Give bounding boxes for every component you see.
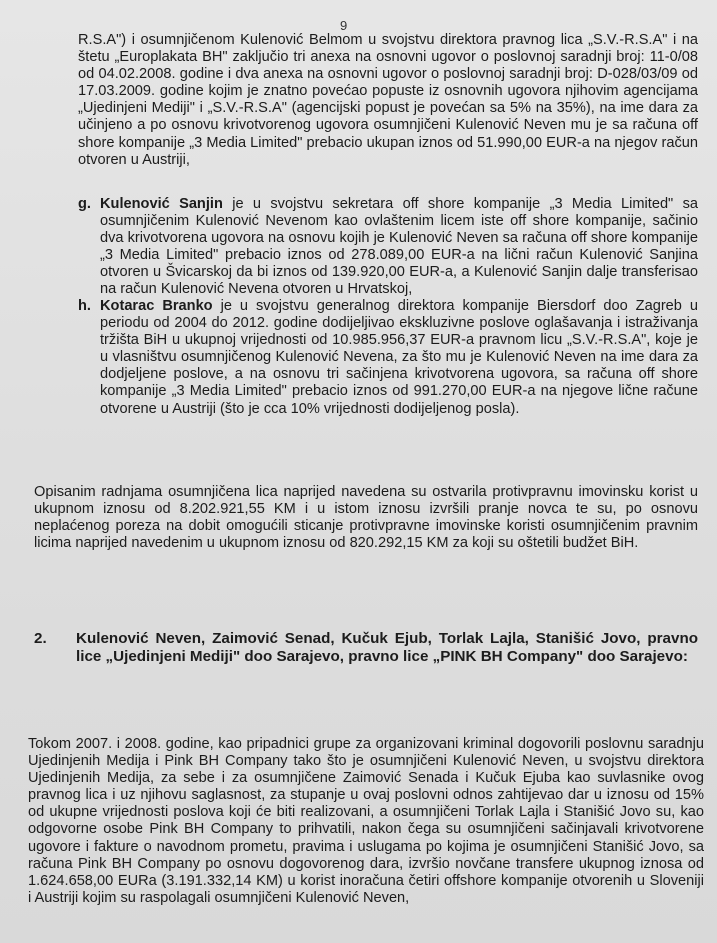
item-f-continuation	[78, 32, 698, 169]
item-g-name: Kulenović Sanjin	[100, 196, 223, 212]
section-2-heading-text: Kulenović Neven, Zaimović Senad, Kučuk Ejub, Torlak Lajla, Stanišić Jovo, pravno lice „Ujedinjeni Mediji" doo Sarajevo, pravno lice „PINK BH Company" doo Sarajevo:	[76, 630, 698, 665]
item-f-text: R.S.A") i osumnjičenom Kulenović Belmom u svojstvu direktora pravnog lica „S.V.-R.S.A" i na štetu „Europlakata BH" zaključio tri anexa na osnovni ugovor o poslovnoj saradnji broj: 11-0/08 od 04.02.2008. godine i dva anexa na osnovni ugovor o poslovnoj saradnji broj: D-028/03/09 od 17.03.2009. godine kojim je znatno povećao popuste iz osnovnih ugovora njihovim agencijama „Ujedinjeni Mediji" i „S.V.-R.S.A" (agencijski popust je povećan sa 5% na 35%), na ime dara za učinjeno a po osnovu krivotvorenog ugovora osumnjičeni Kulenović Neven mu je sa računa off shore kompanije „3 Media Limited" prebacio ukupan iznos od 51.990,00 EUR-a na njegov račun otvoren u Austriji,	[78, 32, 698, 168]
item-h-name: Kotarac Branko	[100, 298, 213, 314]
section-2-number: 2.	[34, 630, 47, 647]
section-2-text: Tokom 2007. i 2008. godine, kao pripadnici grupe za organizovani kriminal dogovorili poslovnu saradnju Ujedinjenih Medija i Pink BH Company tako što je osumnjičeni Kulenović Neven, u svojstvu direktora Ujedinjenih Medija, za sebe i za osumnjičene Zaimović Senada i Kučuk Ejuba kao suvlasnike ovog pravnog lica i uz njihovu saglasnost, za stupanje u ovaj poslovni odnos zahtijevao dar u iznosu od 15% od ukupne vrijednosti poslova koji će biti realizovani, a osumnjičeni Torlak Lajla i Stanišić Jovo su, kao odgovorne osobe Pink BH Company to prihvatili, nakon čega su osumnjičeni sačinjavali krivotvorene ugovore i fakture o navodnom prometu, pravima i uslugama po kojima je osumnjičeni Stanišić Jovo, sa računa Pink BH Company po osnovu dogovorenog dara, izvršio novčane transfere ukupnog iznosa od 1.624.658,00 EURa (3.191.332,14 KM) u korist inoračuna četiri offshore kompanije otvorenih u Sloveniji i Austriji kojim su raspolagali osumnjičeni Kulenović Neven,	[28, 736, 704, 906]
item-h-label: h.	[78, 298, 91, 314]
section-2-paragraph	[28, 736, 704, 907]
section-2-heading	[34, 630, 698, 666]
item-g	[78, 196, 698, 299]
summary-paragraph	[34, 484, 698, 552]
summary-text: Opisanim radnjama osumnjičena lica naprijed navedena su ostvarila protivpravnu imovinsku korist u ukupnom iznosu od 8.202.921,55 KM i u istom iznosu izvršili pranje novca te su, po osnovu neplaćenog poreza na dobit omogućili sticanje protivpravne imovinske koristi osumnjičenim pravnim licima naprijed navedenim u ukupnom iznosu od 820.292,15 KM za koji su oštetili budžet BiH.	[34, 484, 698, 552]
page-number: 9	[340, 18, 348, 33]
item-h-text: je u svojstvu generalnog direktora kompanije Biersdorf doo Zagreb u periodu od 2004 do 2012. godine dodijeljivao ekskluzivne poslove oglašavanja i istraživanja tržišta BiH u ukupnoj vrijednosti od 10.985.956,37 EUR-a pravnom licu „S.V.-R.S.A", koje je u vlasništvu osumnjičenog Kulenović Nevena, za što mu je Kulenović Neven na ime dara za dodjeljene poslove, a na osnovu tri sačinjena krivotvorena ugovora, sa računa off shore kompanije „3 Media Limited" prebacio iznos od 991.270,00 EUR-a na njegove lične račune otvorene u Austriji (što je cca 10% vrijednosti dodijeljenog posla).	[100, 298, 698, 417]
item-h	[78, 298, 698, 418]
item-g-label: g.	[78, 196, 91, 212]
item-g-text: je u svojstvu sekretara off shore kompanije „3 Media Limited" sa osumnjičenim Kulenović Nevenom kao ovlaštenim licem iste off shore kompanije, sačinio dva krivotvorena ugovora na osnovu kojih je Kulenović Neven sa računa off shore kompanije „3 Media Limited" prebacio iznos od 278.089,00 EUR-a na lični račun Kulenović Sanjina otvoren u Švicarskoj da bi iznos od 139.920,00 EUR-a, a Kulenović Sanjin dalje transferisao na račun Kulenović Nevena otvoren u Hrvatskoj,	[100, 196, 698, 298]
